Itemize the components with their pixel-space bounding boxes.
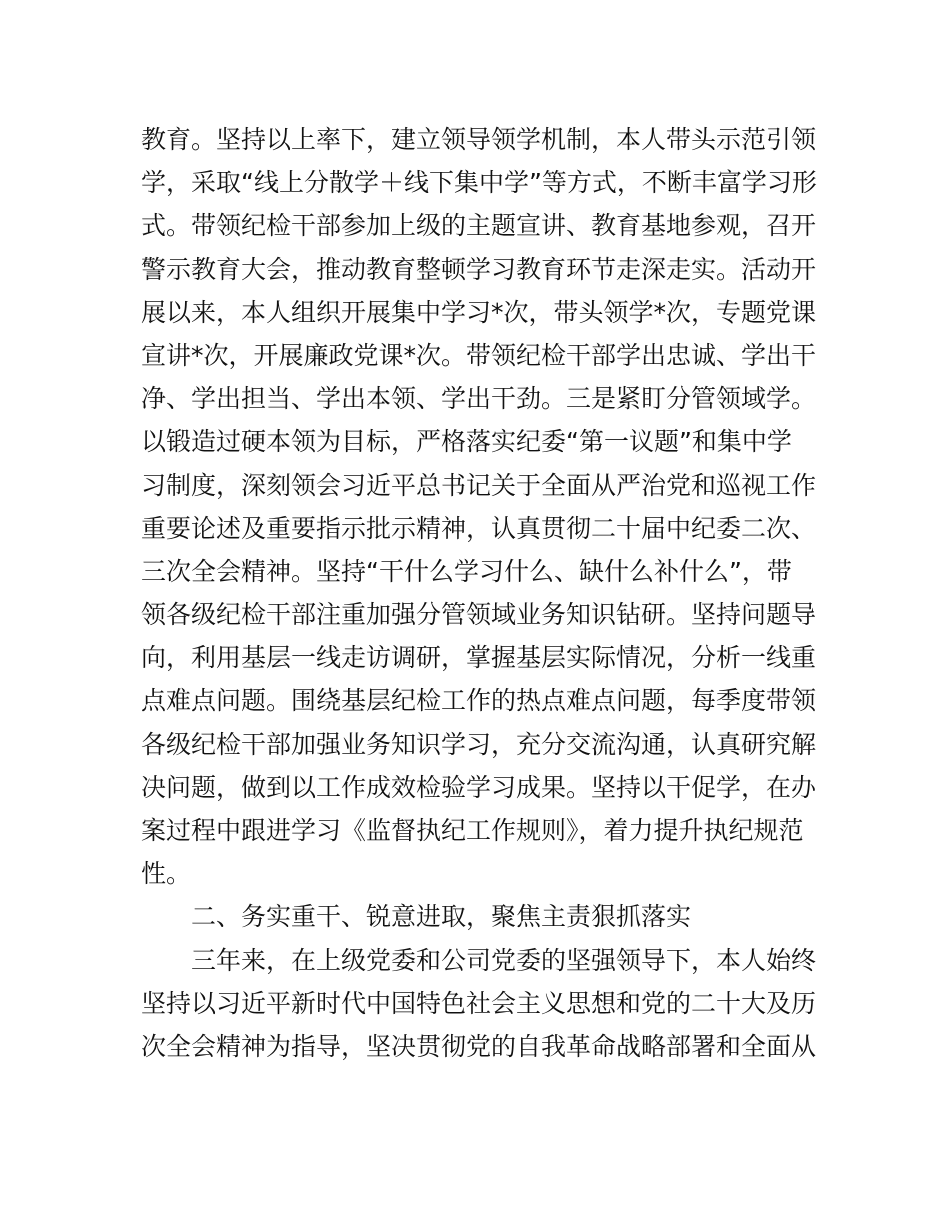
text-line: 向，利用基层一线走访调研，掌握基层实际情况，分析一线重: [141, 643, 817, 673]
paragraph-first-line: 三年来，在上级党委和公司党委的坚强领导下，本人始终: [191, 945, 817, 975]
text-line: 教育。坚持以上率下，建立领导领学机制，本人带头示范引领: [141, 125, 817, 154]
text-line: 各级纪检干部加强业务知识学习，充分交流沟通，认真研究解: [141, 729, 817, 759]
text-line: 宣讲*次，开展廉政党课*次。带领纪检干部学出忠诚、学出干: [141, 340, 817, 370]
text-line: 次全会精神为指导，坚决贯彻党的自我革命战略部署和全面从: [141, 1031, 817, 1061]
text-line: 学，采取“线上分散学＋线下集中学”等方式，不断丰富学习形: [141, 168, 817, 198]
text-line: 案过程中跟进学习《监督执纪工作规则》，着力提升执纪规范: [141, 816, 804, 845]
text-line: 决问题，做到以工作成效检验学习成果。坚持以干促学，在办: [141, 772, 817, 802]
body-text: [141, 118, 821, 1068]
text-line: 警示教育大会，推动教育整顿学习教育环节走深走实。活动开: [141, 254, 817, 284]
text-line: 重要论述及重要指示批示精神，认真贯彻二十届中纪委二次、: [141, 513, 817, 543]
text-line: 领各级纪检干部注重加强分管领域业务知识钻研。坚持问题导: [141, 600, 817, 630]
text-line: 性。: [141, 859, 192, 889]
text-line: 式。带领纪检干部参加上级的主题宣讲、教育基地参观，召开: [141, 211, 817, 241]
text-line: 展以来，本人组织开展集中学习*次，带头领学*次，专题党课: [141, 297, 817, 327]
text-line: 三次全会精神。坚持“干什么学习什么、缺什么补什么”，带: [141, 556, 792, 586]
text-line: 点难点问题。围绕基层纪检工作的热点难点问题，每季度带领: [141, 686, 817, 716]
text-line: 净、学出担当、学出本领、学出干劲。三是紧盯分管领域学。: [141, 384, 817, 414]
text-line: 习制度，深刻领会习近平总书记关于全面从严治党和巡视工作: [141, 470, 817, 500]
text-line: 以锻造过硬本领为目标，严格落实纪委“第一议题”和集中学: [141, 427, 792, 457]
text-line: 坚持以习近平新时代中国特色社会主义思想和党的二十大及历: [141, 988, 817, 1018]
section-heading: 二、务实重干、锐意进取，聚焦主责狠抓落实: [191, 902, 692, 932]
